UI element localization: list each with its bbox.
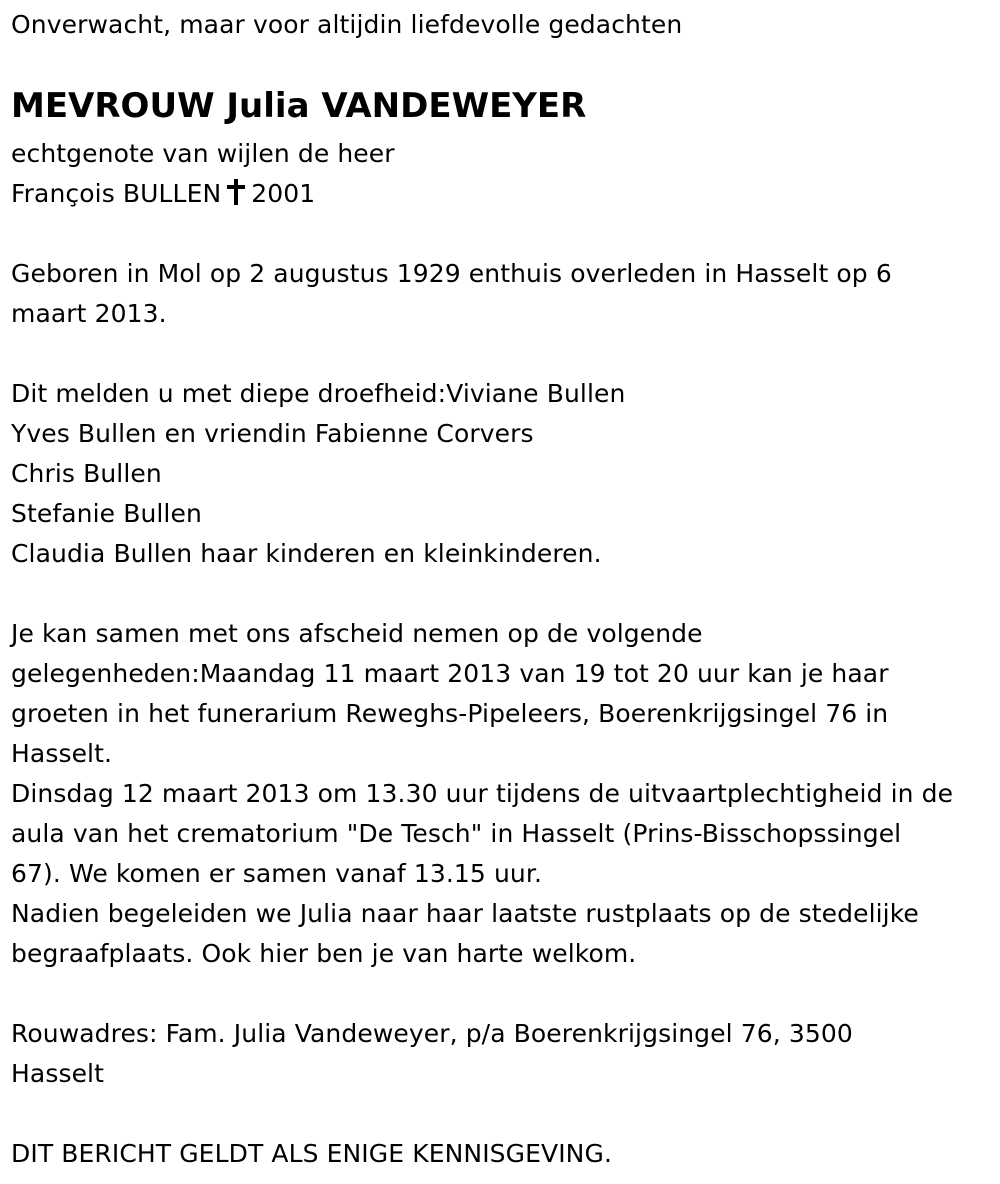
paragraph-line: gelegenheden:Maandag 11 maart 2013 van 19 tot 20 uur kan je haar (11, 659, 889, 688)
paragraph-line: maart 2013. (11, 299, 167, 328)
paragraph-line: begraafplaats. Ook hier ben je van harte welkom. (11, 939, 637, 968)
spouse-death-year: 2001 (251, 179, 316, 208)
notice-text: DIT BERICHT GELDT ALS ENIGE KENNISGEVING. (11, 1139, 612, 1168)
paragraph-line: Nadien begeleiden we Julia naar haar laatste rustplaats op de stedelijke (11, 899, 919, 928)
spouse-name-line (11, 174, 395, 214)
paragraph-line: Dinsdag 12 maart 2013 om 13.30 uur tijdens de uitvaartplechtigheid in de (11, 779, 954, 808)
paragraph-line: aula van het crematorium "De Tesch" in Hasselt (Prins-Bisschopssingel (11, 819, 902, 848)
spouse-block (11, 134, 395, 214)
deceased-name: MEVROUW Julia VANDEWEYER (11, 86, 587, 126)
family-block (11, 374, 625, 574)
farewell-block (11, 614, 953, 974)
spouse-line: echtgenote van wijlen de heer (11, 139, 395, 168)
cross-icon (227, 179, 245, 205)
family-line: Claudia Bullen haar kinderen en kleinkinderen. (11, 539, 602, 568)
address-line: Hasselt (11, 1059, 104, 1088)
family-line: Chris Bullen (11, 459, 162, 488)
family-line: Dit melden u met diepe droefheid:Viviane Bullen (11, 379, 626, 408)
spouse-name: François BULLEN (11, 179, 222, 208)
birth-death-block (11, 254, 892, 334)
paragraph-line: Je kan samen met ons afscheid nemen op de volgende (11, 619, 703, 648)
paragraph-line: Geboren in Mol op 2 augustus 1929 enthuis overleden in Hasselt op 6 (11, 259, 892, 288)
intro-text: Onverwacht, maar voor altijdin liefdevolle gedachten (11, 10, 683, 39)
paragraph-line: Hasselt. (11, 739, 113, 768)
paragraph-line: 67). We komen er samen vanaf 13.15 uur. (11, 859, 542, 888)
address-line: Rouwadres: Fam. Julia Vandeweyer, p/a Boerenkrijgsingel 76, 3500 (11, 1019, 853, 1048)
paragraph-line: groeten in het funerarium Reweghs-Pipeleers, Boerenkrijgsingel 76 in (11, 699, 889, 728)
address-block (11, 1014, 853, 1094)
family-line: Stefanie Bullen (11, 499, 202, 528)
notice-block (11, 1134, 612, 1174)
family-line: Yves Bullen en vriendin Fabienne Corvers (11, 419, 534, 448)
